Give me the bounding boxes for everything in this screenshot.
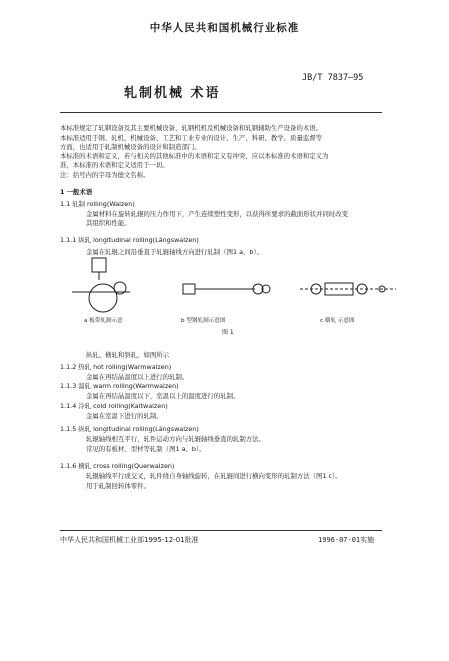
term-definition: 金属在再结晶温度以下，室温以上的温度进行的轧制。 <box>86 392 240 400</box>
term-definition: 金属材料在旋转轧辊的压力作用下，产生连续塑性变形，以获得所要求的截面形状并同时改变 <box>86 210 349 218</box>
term-definition: 纵轧、横轧和斜轧，如图所示 <box>86 351 170 359</box>
term-definition: 轧辊轴线相互平行，轧件运动方向与轧辊轴线垂直的轧制方法。 <box>86 435 265 443</box>
footer-rule <box>60 530 382 531</box>
section-heading: 1 一般术语 <box>60 188 93 196</box>
intro-line: 本标准适用于钢、轧机、机械设备、工艺和工业专业的设计、生产、科研、教学、质量监督等 <box>60 134 323 142</box>
term-heading: 1.1.6 横轧 cross rolling(Querwalzen) <box>60 462 175 470</box>
cross-rolling-diagram <box>300 283 396 295</box>
intro-line: 本标准规定了轧钢设备及其主要机械设备、轧钢机机及机械设备和轧钢辅助生产设备的术语。 <box>60 124 323 132</box>
title-rule <box>60 112 382 113</box>
document-title: 轧制机械 术语 <box>124 86 221 101</box>
billet-shape <box>183 284 195 294</box>
intro-line: 本标准的术语和定义，若与相关的其他标准中的术语和定义有冲突，应以本标准的术语和定义为 <box>60 152 329 160</box>
term-heading: 1.1.3 温轧 warm rolling(Warmwalzen) <box>60 382 179 390</box>
term-definition: 金属在再结晶温度以上进行的轧制。 <box>86 373 189 381</box>
term-definition: 其组织和性能。 <box>86 219 131 227</box>
figure-caption-a: a 板带轧制示意 <box>84 318 123 324</box>
term-definition: 常见的有板材、型材等轧制（图1 a、b）。 <box>86 445 206 453</box>
intro-line: 准，本标准的术语和定义适用于一切。 <box>60 161 169 169</box>
term-heading: 1.1.5 纵轧 longitudinal rolling(Längswalzen) <box>60 425 199 433</box>
figure-title: 图 1 <box>222 329 234 336</box>
feed-hopper-shape <box>92 258 106 272</box>
standard-org-header: 中华人民共和国机械行业标准 <box>149 22 300 34</box>
figure-caption-b: b 型钢轧制示意图 <box>181 318 226 324</box>
term-heading: 1.1.2 热轧 hot rolling(Warmwalzen) <box>60 363 172 371</box>
figure-caption-c: c 横轧 示意图 <box>320 318 355 324</box>
intro-line: 方面，也适用于轧制机械设备的设计和制造部门。 <box>60 143 201 151</box>
figure-1-illustration <box>0 256 449 316</box>
term-definition: 金属在轧辊之间沿垂直于轧辊轴线方向进行轧制（图1 a、b）。 <box>86 248 264 256</box>
term-definition: 用于轧制回转体零件。 <box>86 482 150 490</box>
term-definition: 轧辊轴线平行或交叉，轧件绕自身轴线旋转，在轧辊间进行横向变形的轧制方法（图1 c）。 <box>86 472 342 480</box>
term-definition: 金属在室温下进行的轧制。 <box>86 412 163 420</box>
approval-line: 中华人民共和国机械工业部1995-12-01批准 <box>60 536 199 544</box>
term-heading: 1.1.1 纵轧 longitudinal rolling(Längswalzen) <box>60 236 199 244</box>
term-heading: 1.1 轧制 rolling(Walzen) <box>60 200 135 208</box>
lower-roll-shape <box>89 284 117 312</box>
note-line: 注：括号内的字母为德文名称。 <box>60 171 150 179</box>
term-heading: 1.1.4 冷轧 cold rolling(Kaltwalzen) <box>60 402 168 410</box>
implementation-date: 1996-07-01实施 <box>318 536 375 544</box>
section-rolling-diagram <box>183 284 270 294</box>
roll-body-shape <box>325 283 353 295</box>
standard-number: JB/T 7837—95 <box>302 73 364 83</box>
plate-rolling-diagram <box>72 258 130 312</box>
